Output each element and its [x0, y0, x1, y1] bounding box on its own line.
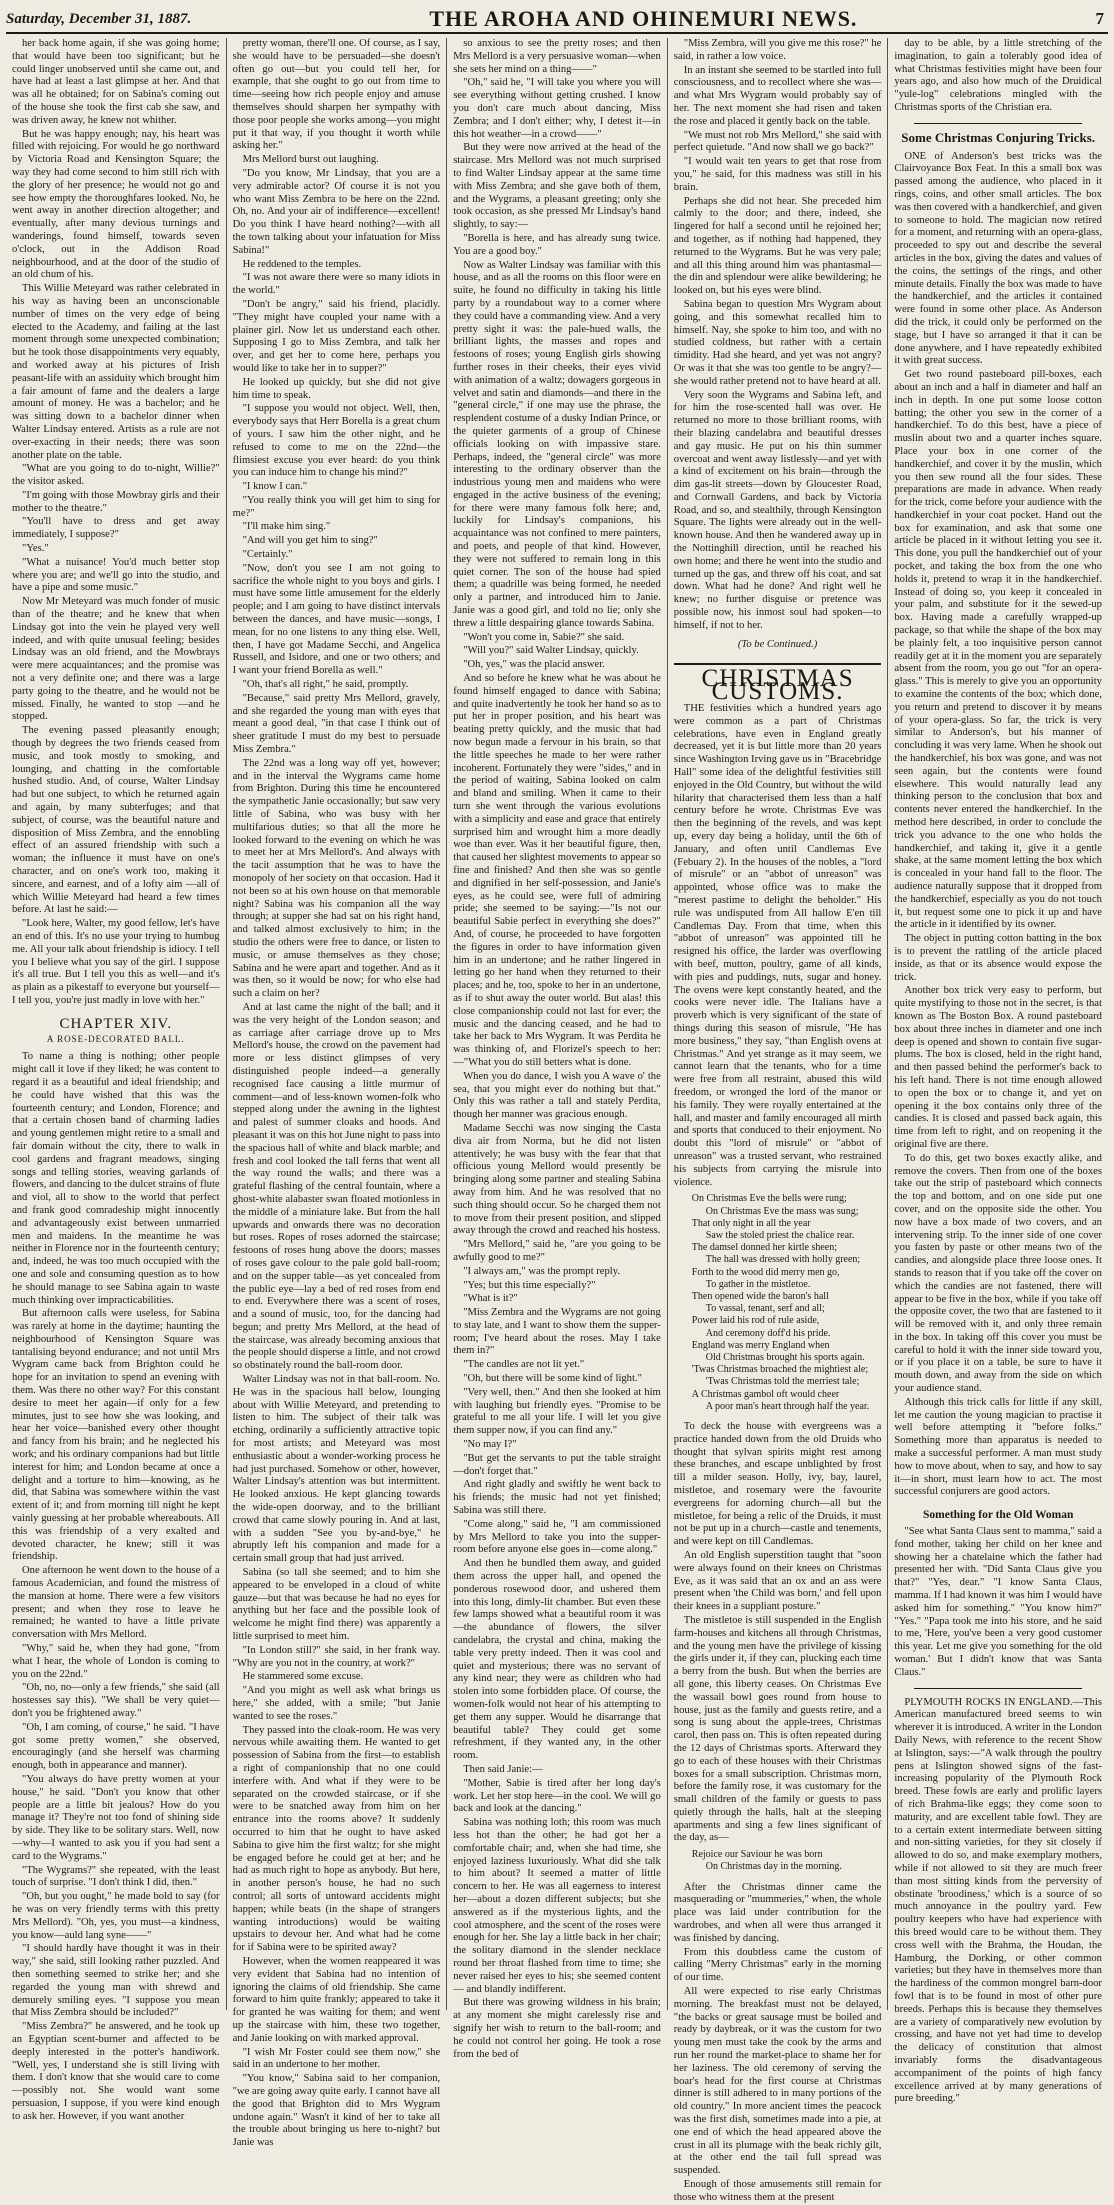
paragraph: "Oh, but you ought," he made bold to say (for he was on very friendly terms with this pretty Mrs Mellord). "Oh, yes, you must—a kindness, you know—auld lang syne——"	[12, 1891, 220, 1941]
paragraph: "The Wygrams?" she repeated, with the least touch of surprise. "I don't think I did, then."	[12, 1864, 220, 1889]
paragraph: And right gladly and swiftly he went back to his friends; the music had not yet finished; Sabina was still there.	[453, 1479, 661, 1517]
paragraph: They passed into the cloak-room. He was very nervous while awaiting them. He wanted to get possession of Sabina from the first—to establish a right of companionship that no one could interfere with. And what if they were to be separated on the crowded staircase, or if she were to be snatched away from him on her entrance into the rooms above? It suddenly occurred to him that he ought to have asked Sabina to give him the first waltz; for she might be engaged before he could get at her; and he had as much right to hope as anybody. But here, in another person's house, he had no such control; all sorts of untoward accidents might happen; while beats (in the shape of strangers wanting introductions) would be waiting upstairs to devour her. And what had he come for if Sabina were to be spirited away?	[232, 1724, 441, 1954]
paragraph: "You really think you will get him to sing for me?"	[232, 494, 441, 519]
paragraph: Walter Lindsay was not in that ball-room. No. He was in the spacious hall below, lounging about with Willie Meteyard, and pretending to listen to him. The subject of their talk was etching, ordinarily a sufficiently attractive topic for most artists; and Meteyard was most enthusiastic about a wonder-working process he had just purchased. Somehow or other, however, Walter Lindsay's attention was but intermittent. He looked anxious. He kept glancing towards the wide-open doorway, and to the brilliant crowd that came slowly pouring in. And at last, with a sudden "See you by-and-bye," he abruptly left his companion and made for a certain small group that had just arrived.	[232, 1374, 441, 1565]
paragraph: Now as Walter Lindsay was familiar with this house, and as all the rooms on this floor were en suite, he found no difficulty in taking his little party by a roundabout way to a corner where they could have a commanding view. And a very pretty sight it was: the pale-hued walls, the brilliant lights, the masses and ropes and festoons of roses; young English girls showing further roses in their cheeks, their eyes vivid with animation of a waltz; dowagers gorgeous in velvet and satin and diamonds—and there in the "general circle," if one may use the phrase, the resplendent costume of a dusky Indian Prince, or the quieter garments of a group of Chinese officials looking on with impassive stare. Perhaps, indeed, the "general circle" was more interesting to the ordinary observer than the industrious young men and maidens who were engaged in the active business of the evening; for there were many famous folk here; and, luckily for Lindsay's companions, his acquaintance was not confined to mere painters, and poets, and people of that kind. However, they were not suffered to remain long in this quiet corner. The son of the house had spied them; a quadrille was being formed, he needed only a partner, and introduced him to Janie. Janie was a good girl, and told no lie; only she threw a little despairing glance towards Sabina.	[453, 259, 661, 629]
paragraph: Although this trick calls for little if any skill, let me caution the young magician to practise it well before attempting it "before folks." Something more than apparatus is needed to make a successful performer. A man must study how to move about, when to say, and how to say it—in short, must learn how to act. The most successful conjurers are good actors.	[894, 1396, 1102, 1498]
paragraph: And then he bundled them away, and guided them across the upper hall, and opened the ponderous rosewood door, and ushered them into this long, dimly-lit chamber. But even these few lamps showed what a beautiful room it was—the abundance of flowers, the silver candelabra, the crystal and china, making the table very pretty indeed. Then it was cool and quiet and mysterious; there was no servant of any kind near; they were as children who had stolen into some forbidden place. Of course, the women-folk would not hear of his attempting to get them any supper. Would he disarrange that beautiful table? They could get some refreshment, if they wanted any, in the other room.	[453, 1558, 661, 1762]
paragraph: "You'll have to dress and get away immediately, I suppose?"	[12, 516, 220, 541]
paragraph: "Yes; but this time especially?"	[463, 1279, 596, 1291]
article-body	[674, 1882, 882, 2205]
poem-2	[692, 1849, 882, 1873]
to-be-continued: (To be Continued.)	[737, 638, 818, 650]
paragraph: "Look here, Walter, my good fellow, let's have an end of this. It's no use your trying to humbug me. All your talk about friendship is idiocy. I tell you I believe what you say of the girl. I suppose it's all true. But I tell you this as well—and it's as plain as a pikestaff to everyone but yourself—I tell you, you're just madly in love with her."	[12, 918, 220, 1006]
paragraph: "No may I?"	[463, 1439, 517, 1451]
paragraph: "I'm going with those Mowbray girls and their mother to the theatre."	[12, 489, 220, 514]
paragraph: All were expected to rise early Christmas morning. The breakfast must not be delayed, "the backs or great sausage must be boiled and ready by daybreak, or it was the custom for two young men must take the cook by the arms and run her round the market-place to shame her for her laziness. The old ceremony of serving the boar's head for the first course at Christmas dinner is still adhered to in many portions of the old country." In more ancient times the peacock was the first dish, sometimes made into a pie, at one end of which the head appeared above the crust in all its plumage with the beak richly gilt, at the other end the tail full spread was suspended.	[673, 1986, 882, 2177]
paragraph: The evening passed pleasantly enough; though by degrees the two friends ceased from music, and took mostly to smoking, and lounging, and chatting in the comfortable hushed studio. And, of course, Walter Lindsay had but one subject, to which he returned again and again, by many subterfuges; and that subject, of course, was the beautiful nature and disposition of Miss Zembra, and the ennobling effect of an assured friendship with such a woman; the influence it must have on one's character, and on one's work too, making it sincere, and earnest, and of a lofty aim —all of which Willie Meteyard had heard a few times before. At last he said:—	[12, 725, 220, 916]
paragraph: Sabina was nothing loth; this room was much less hot than the other; he had got her a comfortable chair; and, when she had time, she enjoyed laziness luxuriously. What did she talk to him about? It seemed a matter of little concern to her. He was all eagerness to interest her—about a dozen different subjects; but she answered as if the mysterious lights, and the cool atmosphere, and the scent of the roses were enough for her. She lay a little back in her chair; the solitary diamond in the slender necklace round her throat flashed from time to time; she never raised her eyes to his; she seemed content — and blandly indifferent.	[453, 1817, 661, 1995]
paragraph: "I know I can."	[242, 481, 308, 493]
paragraph: Mrs Mellord burst out laughing.	[242, 154, 379, 166]
paragraph: "Oh, that's all right," he said, promptly.	[242, 679, 409, 691]
paragraph: "I should hardly have thought it was in their way," she said, still looking rather puzzled. And then something seemed to strike her; and she regarded the young man with shrewd and demurely smiling eyes. "I suppose you mean that Miss Zembra should be included?"	[12, 1943, 220, 2019]
paragraph: "Don't be angry," said his friend, placidly. "They might have coupled your name with a plainer girl. Now let us understand each other. Supposing I go to Miss Zembra, and talk her over, and get her to come here, perhaps you would like to take her in to supper?"	[232, 298, 441, 374]
poem-line: England was merry England when	[691, 1339, 830, 1351]
section-divider	[914, 123, 1082, 124]
article-body	[12, 1051, 220, 2123]
paragraph: But he was happy enough; nay, his heart was filled with rejoicing. For would he go northward by Victoria Road and Kensington Square; the way they had come second to him still rich with the glory of her presence; he would not go and see how empty the thoroughfares looked. No, he went away in another direction altogether; and eventually, after many devious turnings and wanderings, found himself, towards seven o'clock, out in the Addison Road neighbourhood, and at the door of the studio of an old chum of his.	[12, 128, 220, 281]
paragraph: After the Christmas dinner came the masquerading or "mummeries," when, the whole place was laid under contribution for the wardrobes, and when all were thus arranged it was finished by dancing.	[673, 1881, 882, 1944]
paragraph: The 22nd was a long way off yet, however; and in the interval the Wygrams came home from Brighton. During this time he encountered the sympathetic Janie occasionally; but saw very little of Sabina, who was busy with her multifarious duties; so that all the more he looked forward to the evening on which he was to meet her at Mrs Mellord's. And always with the tacit assumption that he was to have the monopoly of her society on that occasion. Had it not been so at his own house on that memorable night? Sabina was his companion all the way through; at supper she had sat on his right hand, and talked almost exclusively to him; in the studio the others were free to dance, or listen to music, or amuse themselves as they chose; Sabina and he were apart and together. And as it was then, so it would be now; for who else had such a claim on her?	[232, 757, 441, 1000]
paragraph: pretty woman, there'll one. Of course, as I say, she would have to be persuaded—she doesn't often go out—but you could tell her, for example, that she ought to go out from time to time—seeing how rich people enjoy and amuse themselves should sharpen her sympathy with those poor people she works among—you might put it that way, if you thought it worth while asking her."	[232, 38, 441, 152]
paragraph: He stammered some excuse.	[242, 1671, 364, 1683]
poem-line: On Christmas day in the morning.	[705, 1861, 842, 1873]
newspaper-title: THE AROHA AND OHINEMURI NEWS.	[429, 6, 858, 31]
poem-line: Forth to the wood did merry men go,	[691, 1266, 840, 1278]
paragraph: "I suppose you would not object. Well, then, everybody says that Herr Borella is a great chum of yours. I saw him the other night, and he refused to come to me on the 22nd—the flimsiest excuse you ever heard: do you think you can induce him to change his mind?"	[232, 403, 441, 479]
paragraph: Very soon the Wygrams and Sabina left, and for him the rose-scented hall was over. He returned no more to those brilliant rooms, with their blazing candelabra and beautiful dresses and gay music. He put on his thin summer overcoat and went away listlessly—and yet with a kind of excitement on his brain—through the dim gas-lit streets—down by Gloucester Road, and Cornwall Gardens, and back by Victoria Road, and so, and stealthily, through Kensington Square. The lights were already out in the well-known house. And then he wandered away up in the Nottinghill direction, until he reached his own home; and there he went into the studio and turned up the gas, and threw off his coat, and sat down. What had he done? And right well he knew; no further disguise or pretence was possible now, his inmost soul had spoken—to himself, if not to her.	[673, 389, 882, 631]
paragraph: "Do you know, Mr Lindsay, that you are a very admirable actor? Of course it is not you who want Miss Zembra to be here on the 22nd. Oh, no. And your air of indifference—excellent! Do you think I have heard nothing?—with all the town talking about your infatuation for Miss Sabina!"	[232, 167, 441, 256]
paragraph: But there was growing wildness in his brain; at any moment she might carelessly rise and signify her wish to return to the ball-room; and he could not control her going. He took a rose from the bed of	[453, 1997, 661, 2060]
poem-line: Then opened wide the baron's hall	[691, 1290, 829, 1302]
paragraph: He looked up quickly, but she did not give him time to speak.	[232, 376, 441, 401]
paragraph: "Borella is here, and has already sung twice. You are a good boy."	[453, 232, 661, 257]
columns	[6, 38, 1108, 2203]
paragraph: From this doubtless came the custom of calling "Merry Christmas" early in the morning of our time.	[673, 1946, 882, 1984]
poem-line: That only night in all the year	[691, 1217, 811, 1229]
paragraph: "But get the servants to put the table straight—don't forget that."	[453, 1452, 661, 1477]
article-body	[453, 38, 661, 2061]
column-2	[227, 38, 448, 2149]
poem-line: On Christmas Eve the bells were rung;	[691, 1193, 847, 1205]
poem-line: 'Twas Christmas broached the mightiest ale;	[691, 1364, 869, 1376]
paragraph: "We must not rob Mrs Mellord," she said with perfect quietude. "And now shall we go back?"	[673, 129, 882, 154]
section-divider-2	[914, 1688, 1082, 1689]
paragraph: To do this, get two boxes exactly alike, and remove the covers. Then from one of the boxes take out the strip of pasteboard which connects the top and bottom, and on one side put one cover, and on the opposite side the other. You now have a box made of two covers, and an intervening strip. To the inner side of one cover you fasten by paste or other means two of the candies, and alongside place three loose ones. It stands to reason that if you take off the cover on which the candies are not fastened, there will appear to be five in the box, while if you take off the opposite cover, the two that are fastened to it will be removed with it, and only three remain in the box. In taking off this cover you must be careful to hold it with the inner side toward you, or if you place it on a table, be sure to have it mouth down, and away from the side on which your audience stand.	[894, 1152, 1102, 1395]
conjuring-tricks-title: Some Christmas Conjuring Tricks.	[901, 129, 1096, 145]
paragraph: Enough of those amusements still remain for those who witness them at the present	[673, 2179, 882, 2203]
old-woman-title: Something for the Old Woman	[922, 1509, 1074, 1522]
poem	[692, 1193, 882, 1413]
paragraph: Now Mr Meteyard was much fonder of music than of the theatre; and he knew that when Lindsay got into the vein he played very well indeed, and with quite unusual feeling; besides Lindsay was an old friend, and the Mowbrays were mere acquaintances; and the promise was not a very definite one; and there was a large party going to the theatre, and he would not be missed. Finally, he wanted to stop —and he stopped.	[12, 596, 220, 723]
paragraph: And so before he knew what he was about he found himself engaged to dance with Sabina; and quite inadvertently he took her hand so as to put her in proper position, and his heart was beating pretty quickly, and the music that had now begun made a fervour in his brain, so that the little speeches he made to her were rather incoherent. Fortunately they were "sides," and in the period of waiting, Sabina looked on calm and bland and smiling. When it came to their turn she went through the various evolutions with a simplicity and ease and grace that entirely surprised him and wrought him a more deadly woe than ever. Was it her beautiful figure, then, that caused her slightest movements to appear so fine and finished? And then she was so gentle and dignified in her self-possession, and Janie's eyes, as he could see, were full of admiring pride; she seemed to be saying:—"Is not our beautiful Sabie perfect in everything she does?" And, of course, he proceeded to have forgotten the figures in order to have information given him in an undertone; and he rather lingered in letting go her hand when they returned to their places; and he, too, spoke to her in an undertone, as if to shut away the outer world. But alas! this close companionship could not last for ever; the music and the dancing ceased, and he had to take her back to Mrs Wygram. It was Perdita he was thinking of, and Florizel's speech to her:—"What you do still betters what is done.	[453, 673, 661, 1068]
paragraph: "I'll make him sing."	[242, 521, 331, 533]
poem-line: A Christmas gambol oft would cheer	[691, 1388, 840, 1400]
paragraph: THE festivities which a hundred years ago were common as a part of Christmas celebrations, have even in England greatly decreased, yet it is but little more than 20 years since Washington Irving gave us in "Bracebridge Hall" some idea of the delightful festivities still enjoyed in the Old Country, but without the wild hilarity that characterised them less than a half century before he wrote. Christmas Eve was then the beginning of the revels, and was kept up, every day being a holiday, until the 6th of January, and often until Candlemas Eve (Febuary 2). In the houses of the nobles, a "lord of misrule" or an "abbot of unreason" was appointed, whose office was to make the "merest pastime to delight the beholder." His rule was undisputed from All hallow E'en till Candlemas Day. From that time, when this "abbot of unreason" was appointed till he resigned his office, the larder was overflowing with beef, mutton, poultry, game of all kinds, with pies and puddings, nuts, sugar and honey. The ovens were kept constantly heated, and the cooks were never idle. The Italians have a proverb which is very significant of the state of things during this season of misrule, "He has more business," they say, "than English ovens at Christmas." And yet strange as it may seem, we cannot learn that the tenants, who for a time were free from all restraint, abused this wild freedom, or wronged the lord of the manor or his family. They were royally entertained at the hall, and master and family encouraged all mirth and sports that conduced to their enjoyment. No doubt this "lord of misrule" or "abbot of unreason" was a trusted servant, who restrained his subjects from carrying the misrule into violence.	[673, 703, 882, 1188]
poem-line: A poor man's heart through half the year.	[705, 1400, 870, 1412]
poem-line: Rejoice our Saviour he was born	[691, 1849, 823, 1861]
column-1	[6, 38, 227, 2122]
paragraph: But they were now arrived at the head of the staircase. Mrs Mellord was not much surprised to find Walter Lindsay appear at the same time with Miss Zembra; and she gave both of them, and the Wygrams, a pleasant greeting; only she took occasion, as she pressed Mr Lindsay's hand slightly, to say:—	[453, 142, 661, 231]
paragraph: "I was not aware there were so many idiots in the world."	[232, 272, 441, 297]
article-body	[674, 703, 882, 1189]
paragraph: "Now, don't you see I am not going to sacrifice the whole night to you boys and girls. I must have some little amusement for the elderly people; and I am going to have distinct intervals between the dances, and have music—songs, I mean, for no one listens to any thing else. Well, then, I have got Madame Secchi, and Angelica Russell, and Isidore, and one or two others; and I want your friend Borella as well."	[232, 562, 441, 677]
article-body	[894, 151, 1102, 1500]
article-body	[12, 38, 220, 1008]
paragraph: The object in putting cotton batting in the box is to prevent the rattling of the article placed inside, as that or its absence would expose the trick.	[894, 933, 1102, 983]
paragraph: Then said Janie:—	[463, 1763, 543, 1775]
paragraph: "Yes."	[22, 543, 49, 555]
poem-line: The hall was dressed with holly green;	[705, 1254, 861, 1266]
paragraph: "Miss Zembra and the Wygrams are not going to stay late, and I want to show them the supper-room; I've heard about the roses. May I take them in?"	[453, 1307, 661, 1357]
column-3	[447, 38, 668, 2060]
page-number: 7	[1095, 9, 1104, 28]
paragraph: "See what Santa Claus sent to mamma," said a fond mother, taking her child on her knee and showing her a chatelaine which the father had presented her with. "Did Santa Claus give you that?" "Yes, dear." "I know Santa Claus, mamma. If I had known it was him I would have asked him for something." "You know him?" "Yes." "Papa took me into his store, and he said to me, 'Here, you've been a very good customer this year. Let me give you something for the old woman.' But I didn't know that was Santa Claus."	[894, 1526, 1102, 1678]
paragraph: PLYMOUTH ROCKS IN ENGLAND.—This American manufactured breed seems to win wherever it is introduced. A writer in the London Daily News, with reference to the recent Show at Islington, says:—"A walk through the poultry pens at Islington showed signs of the fast-increasing popularity of the Plymouth Rock breed. These fowls are early and prolific layers of rich Brahma-like eggs; they come soon to maturity, and are excellent table fowl. They are to a certain extent intermediate between sitting and non-sitting varieties, for they sit closely if allowed to do so, and make exemplary mothers, while if not allowed to sit they are much freer than most sitting kinds from the perversity of obstinate 'broodiness,' which is a source of so much annoyance in the poultry yard. Few poultry keepers who have had experience with this breed would care to be without them. They cross well with the Brahma, the Houdan, the Hamburg, the Dorking, or other common varieties; but they have in themselves more than the hardiness of the common mongrel barn-door fowl that is to be found in most of other pure breeds. Perhaps this is because they themselves are a variety of comparatively new evolution by crossing, and have not yet had time to develop the delicacy of constitution that almost invariably forms the disadvantageous accompaniment of the points of high fancy excellence arrived at by many generations of pure breeding."	[894, 1696, 1102, 2105]
paragraph: Sabina began to question Mrs Wygram about going, and this somewhat recalled him to himself. Nay, she spoke to him too, and with no studied coldness, but rather with a certain timidity. Had she heard, and yet was not angry? Or was it that she was too gentle to be angry?—she would rather pretend not to have heard at all.	[673, 298, 882, 387]
paragraph: "Certainly."	[242, 549, 293, 561]
paragraph: He reddened to the temples.	[242, 258, 362, 270]
paragraph: "In London still?" she said, in her frank way. "Why are you not in the country, at work?"	[232, 1644, 441, 1669]
paragraph: But afternoon calls were useless, for Sabina was rarely at home in the daytime; haunting the neighbourhood of Kensington Square was tantalising beyond endurance; and not until Mrs Wygram came back from Brighton could he hope for an invitation to spend an evening with them. Was there no other way? For this constant desire to meet her again—if only for a few minutes, just to see how she was looking, and hear her voice—banished every other thought and fancy from his brain; and he neglected his work; and his ordinary companions had but little interest for him; and London became at once a delight and a torture to him—knowing, as he did, that Sabina was somewhere within the vast extent of it; and from morning till night he kept vainly guessing at her probable whereabouts. All this was friendship of a very exalted and devoted character, he knew; still it was friendship.	[12, 1308, 220, 1563]
paragraph: so anxious to see the pretty roses; and then Mrs Mellord is a very persuasive woman—when she sets her mind on a thing——"	[453, 38, 661, 75]
paragraph: "What is it?"	[463, 1293, 518, 1305]
paragraph: "I always am," was the prompt reply.	[463, 1265, 621, 1277]
paragraph: Get two round pasteboard pill-boxes, each about an inch and a half in diameter and half an inch in depth. In one put some loose cotton batting; the other you sew in the corner of a handkerchief. To do this best, have a piece of muslin about two and a quarter inches square. Place your box in one corner of the handkerchief, and cover it by the muslin, which you then sew round all the four sides. These preparations are made in advance. When ready for the trick, come before your audience with the handkerchief in your coat pocket. Hand out the box for examination, and ask that some one article be placed in it without letting you see it. This done, you pull the handkerchief out of your pocket, and taking the box from the one who holds it, pretend to wrap it in the handkerchief. Instead of doing so, you keep it concealed in your palm, and substitute for it the sewed-up box. Having made a carefully wrapped-up package, so that while the shape of the box may be plainly felt, a too inquisitive person cannot readily get at it in the moment you are separately absent from the room, you go out "for an opera-glass." This is merely to give you an opportunity to examine the contents of the box; which done, you return and pretend to discover it by means of your opera-glass. So far, the trick is very similar to Anderson's, but his manner of concluding it was very lame. When he shook out the handkerchief, his box was gone, and was not seen again, but the contents were found elsewhere. This would naturally lead any thinking person to the conclusion that box and contents never entered the handkerchief. In the method here described, in order to conclude the trick you advance to the one who holds the handkerchief, and taking it, give it a gentle shake, at the same moment letting the box which is concealed in your hand fall to the floor. The audience naturally suppose that it dropped from the handkerchief, especially as you do not touch it, but request some one to pick it up and have the article in it identified by its owner.	[894, 369, 1102, 931]
chapter-subtitle: A ROSE-DECORATED BALL.	[46, 1033, 185, 1044]
paragraph: "Come along," said he, "I am commissioned by Mrs Mellord to take you into the supper-room before anyone else goes in—come along."	[453, 1518, 661, 1556]
paragraph: "Why," said he, when they had gone, "from what I hear, the whole of London is coming to you on the 22nd."	[12, 1643, 220, 1680]
paragraph: However, when the women reappeared it was very evident that Sabina had no intention of ignoring the claims of old friendship. She came forward to him quite frankly; appeared to take it for granted he was waiting for them; and went up the staircase with him, these two together, and Janie looking on with marked approval.	[232, 1955, 441, 2044]
paragraph: "Oh, no, no—only a few friends," she said (all hostesses say this). "We shall be very quiet—don't you be frightened away."	[12, 1682, 220, 1719]
column-5	[888, 38, 1108, 2105]
paragraph: And at last came the night of the ball; and it was the very height of the London season; and as carriage after carriage drove up to Mrs Mellord's house, the crowd on the pavement had more or less distinct glimpses of very distinguished people indeed—a generally recognised face causing a little murmur of comment—and of less-known women-folk who stepped along under the awning in the lightest and palest of summer cloaks and hoods. And pleasant it was on this hot June night to pass into the spacious hall of white and black marble; and fresh and cool looked the tall ferns that went all the way round the walls; and there was a grateful flashing of the central fountain, where a ghost-white alabaster swan floated motionless in the middle of a miniature lake. But from the hall upwards and onwards there was no decoration but roses. Ropes of roses adorned the staircase; festoons of roses hung above the doors; masses of roses gave colour to the pale gold ball-room; and on the supper table—as yet concealed from the public eye—lay a bed of red roses from end to end. Everywhere there was a scent of roses, and a sound of music, too, for the dancing had begun; and pretty Mrs Mellord, at the head of the staircase, was already becoming anxious that the people should disperse a little, and not crowd so obstinately round the ball-room door.	[232, 1001, 441, 1372]
paragraph: "What are you going to do to-night, Willie?" the visitor asked.	[12, 463, 220, 488]
paragraph: "You know," Sabina said to her companion, "we are going away quite early. I cannot have all the good that Brighton did to Mrs Wygram undone again." Wasn't it kind of her to take all the trouble about bringing us here to-night? but Janie was	[232, 2073, 441, 2149]
paragraph: "Oh, yes," was the placid answer.	[463, 659, 605, 671]
paragraph: When you do dance, I wish you A wave o' the sea, that you might ever do nothing but that." Only this was rather a tall and stately Perdita, though her manner was gracious enough.	[453, 1070, 661, 1121]
poem-line: 'Twas Christmas told the merriest tale;	[705, 1376, 860, 1388]
paragraph: "And you might as well ask what brings us here," she added, with a smile; "but Janie wanted to see the roses."	[232, 1685, 441, 1722]
paragraph: "Oh, I am coming, of course," he said. "I have got some pretty women," she observed, encouragingly (and she herself was charming enough, both in appearance and manner).	[12, 1721, 220, 1772]
poem-line: Saw the stoled priest the chalice rear.	[705, 1229, 855, 1241]
paragraph: ONE of Anderson's best tricks was the Clairvoyance Box Feat. In this a small box was passed among the audience, who placed in it rings, coins, and other small articles. The box was then covered with a handkerchief, and given to someone to hold. The magician now retired for a moment, and returning with an opera-glass, proceeded to spy out and describe the several articles in the box, giving the dates and values of the coins, the settings of the rings, and other minute details. Finally the box was made to have the handkerchief, and the articles it contained were found in some other place. As Anderson did the trick, it could only be performed on the stage, but I have so arranged it that it can be done anywhere, and I have repeatedly exhibited it with great success.	[894, 150, 1102, 367]
paragraph: "Oh," said he, "I will take you where you will see everything without getting crushed. I know you don't care much about dancing, Miss Zembra; and I don't either; why, I detest it—in this hot weather—in a crowd——"	[453, 77, 661, 140]
paragraph: "Because," said pretty Mrs Mellord, gravely, and she regarded the young man with eyes that meant a good deal, "in that case I think out of sheer gratitude I must do my best to persuade Miss Zembra."	[232, 692, 441, 756]
paragraph: "The candles are not lit yet."	[463, 1359, 585, 1371]
paragraph: "Miss Zembra, will you give me this rose?" he said, in rather a low voice.	[673, 38, 882, 62]
paragraph: Another box trick very easy to perform, but quite mystifying to those not in the secret, is that known as The Boston Box. A round pasteboard box about three inches in diameter and one inch deep is opened and shown to contain five sugar-plums. The box is closed, held in the right hand, and then passed behind the performer's back to his left hand. There is not time enough allowed to open the box or to change it, and yet on opening it the box contains only three of the candies. It is closed and passed back again, this time from left to right, and on reopening it the original five are there.	[894, 985, 1102, 1150]
paragraph: "Miss Zembra?" he answered, and he took up an Egyptian scent-burner and affected to be deeply interested in the potter's handiwork. "Well, yes, I understand she is still living with them. I don't know that she would care to come—possibly not. She would want some persuasion, I suppose, if you were kind enough to ask her. However, if you want another	[12, 2021, 220, 2122]
paragraph: An old English superstition taught that "soon were always found on their knees on Christmas Eve, as it was said that an ox and an ass were present when 'the Child was born,' and fell upon their knees in a suppliant posture."	[673, 1549, 882, 1613]
paragraph: "Will you?" said Walter Lindsay, quickly.	[463, 645, 639, 657]
poem-line: And ceremony doff'd his pride.	[705, 1327, 831, 1339]
column-4	[668, 38, 889, 2203]
paragraph: To name a thing is nothing; other people might call it love if they liked; he was content to regard it as a beautiful and ideal friendship; and he could have wished that this was the fourteenth century; and London, Florence; and that a certain chosen band of charming ladies and young gentlemen might retire to a small and fair domain without the city, there to walk in cool gardens and fragrant meadows, singing songs and telling stories, weaving garlands of flowers, and dancing to the dulcet strains of flute and viol, all to show to the world that perfect and frank good comradeship might innocently and advantageously exist between unmarried men and maidens. In the meantime he was neither in Florence nor in the fourteenth century; and, indeed, he was too much occupied with the one and sole and consuming question as to how he should manage to see Sabina again to waste much thinking over impracticabilities.	[12, 1051, 220, 1306]
paragraph: One afternoon he went down to the house of a famous Academician, and found the mistress of the mansion at home. There were a few visitors present; and when they rose to leave he remained; he wanted to have a little private conversation with Mrs Mellord.	[12, 1565, 220, 1641]
paragraph: "I would wait ten years to get that rose from you," he said, for this madness was still in his brain.	[673, 156, 882, 193]
paragraph: "What a nuisance! You'd much better stop where you are; and we'll go into the studio, and have a pipe and some music."	[12, 556, 220, 594]
article-body	[894, 38, 1102, 115]
paragraph: her back home again, if she was going home; that would have been too significant; but he could linger unobserved until she came out, and have had at least a last glimpse at her. And that was all he obtained; for on Sabina's coming out of the house she took the first cab she saw, and was driven away, he knew not whither.	[12, 38, 220, 126]
paragraph: "And will you get him to sing?"	[242, 535, 378, 547]
poem-line: On Christmas Eve the mass was sung;	[705, 1205, 859, 1217]
issue-date: Saturday, December 31, 1887.	[6, 10, 192, 27]
paragraph: To deck the house with evergreens was a practice handed down from the old Druids who thought that sylvan spirits might rest among these branches, and escape unblighted by frost till a milder season. Holly, ivy, bay, laurel, mistletoe, and rosemary were the favourite evergreens for adorning church—all but the mistletoe, for being a relic of the Druids, it must not be put up in a church—castle and tenements, and were kept on till Candlemas.	[673, 1420, 882, 1548]
paragraph: "I wish Mr Foster could see them now," she said in an undertone to her mother.	[232, 2046, 441, 2071]
paragraph: "Oh, but there will be some kind of light."	[463, 1373, 642, 1385]
paragraph: day to be able, by a little stretching of the imagination, to gain a tolerably good idea of what Christmas festivities might have been four years ago, and also how much of the Druidical "yule-log" celebrations mingled with the Christmas sports of the Christian era.	[894, 38, 1102, 113]
poem-line: Old Christmas brought his sports again.	[705, 1351, 865, 1363]
paragraph: The mistletoe is still suspended in the English farm-houses and kitchens all through Christmas, and the young men have the privilege of kissing the girls under it, if they can, plucking each time a berry from the bush. But when the berries are all gone, this liberty ceases. On Christmas Eve the wassail bowl goes round from house to house, just as the family and guests retire, and a song is sung about the apple-trees, Christmas carol, then pass on. This is often repeated during the 12 days of Christmas sports. Afterward they go to each of these houses with their Christmas boxes for a small subscription. Christmas morn, before the family rose, it was customary for the small children of the family or guests to pass quietly through the halls, halt at the sleeping apartments and sing a few lines significant of the day, as—	[673, 1614, 882, 1844]
paragraph: "You always do have pretty women at your house," he said. "Don't you know that other people are a little bit jealous? How do you manage it? They're not too fond of shining side by side. They like to be solitary stars. Well, now—why—I wanted to ask you if you had sent a card to the Wygrams."	[12, 1773, 220, 1862]
masthead	[6, 6, 1108, 34]
paragraph: "Mrs Mellord," said he, "are you going to be awfully good to me?"	[453, 1239, 661, 1263]
article-body	[894, 1526, 1102, 1680]
paragraph: This Willie Meteyard was rather celebrated in his way as having been an unconscionable number of times on the very edge of being elected to the Academy, and failing at the last moment through some unexpected combination; but he took those disappointments very equably, and worked away at his pictures of Irish peasant-life with an assiduity which brought him a fair amount of fame and the dealers a large amount of money. He was a bachelor; and he was sitting down to a bachelor dinner when Walter Lindsay entered. Artists as a rule are not over-exacting in their needs; there was soon another plate on the table.	[12, 283, 220, 461]
poem-line: To vassal, tenant, serf and all;	[705, 1303, 825, 1315]
paragraph: "Very well, then." And then she looked at him with laughing but friendly eyes. "Promise to be grateful to me all your life. I will let you give them supper now, if you can find any."	[453, 1386, 661, 1437]
article-body	[674, 38, 882, 633]
paragraph: "Won't you come in, Sabie?" she said.	[463, 631, 625, 643]
paragraph: Perhaps she did not hear. She preceded him calmly to the door; and there, indeed, she lingered for half a second until he rejoined her; and together, as if nothing had happened, they returned to the Wygrams. But he was very pale; and all this thing around him was phantasmal—the din and splendour were alike bewildering; he looked on, but his eyes were blind.	[673, 195, 882, 297]
paragraph: In an instant she seemed to be startled into full consciousness, and to recollect where she was—and what Mrs Wygram would probably say of her. The next moment she had risen and taken the rose and placed it gently back on the table.	[673, 64, 882, 127]
paragraph: "Mother, Sabie is tired after her long day's work. Let her stop here—in the cool. We will go back and look at the dancing."	[453, 1777, 661, 1815]
article-body	[233, 38, 441, 2150]
article-body	[674, 1421, 882, 1845]
poem-line: Power laid his rod of rule aside,	[691, 1315, 820, 1327]
poem-line: The damsel donned her kirtle sheen;	[691, 1242, 838, 1254]
paragraph: Sabina (so tall she seemed; and to him she appeared to be enveloped in a cloud of white gauze—but that was because he had no eyes for anything but her face and the possible look of welcome he might find there) was apparently a little surprised to meet him.	[232, 1567, 441, 1643]
chapter-heading: CHAPTER XIV.	[59, 1015, 173, 1032]
paragraph: Madame Secchi was now singing the Casta diva air from Norma, but he did not listen attentively; he was busy with the fear that that officious young Mellord would presently be bringing along some partner and stealing Sabina away from him. And he was resolved that no such thing should occur. So he charged them not to move from their present position, and slipped away through the crowd and reached his hostess.	[453, 1122, 661, 1237]
christmas-customs-title: CHRISTMAS CUSTOMS.	[674, 663, 882, 699]
article-body	[894, 1697, 1102, 2107]
poem-line: To gather in the mistletoe.	[705, 1278, 811, 1290]
